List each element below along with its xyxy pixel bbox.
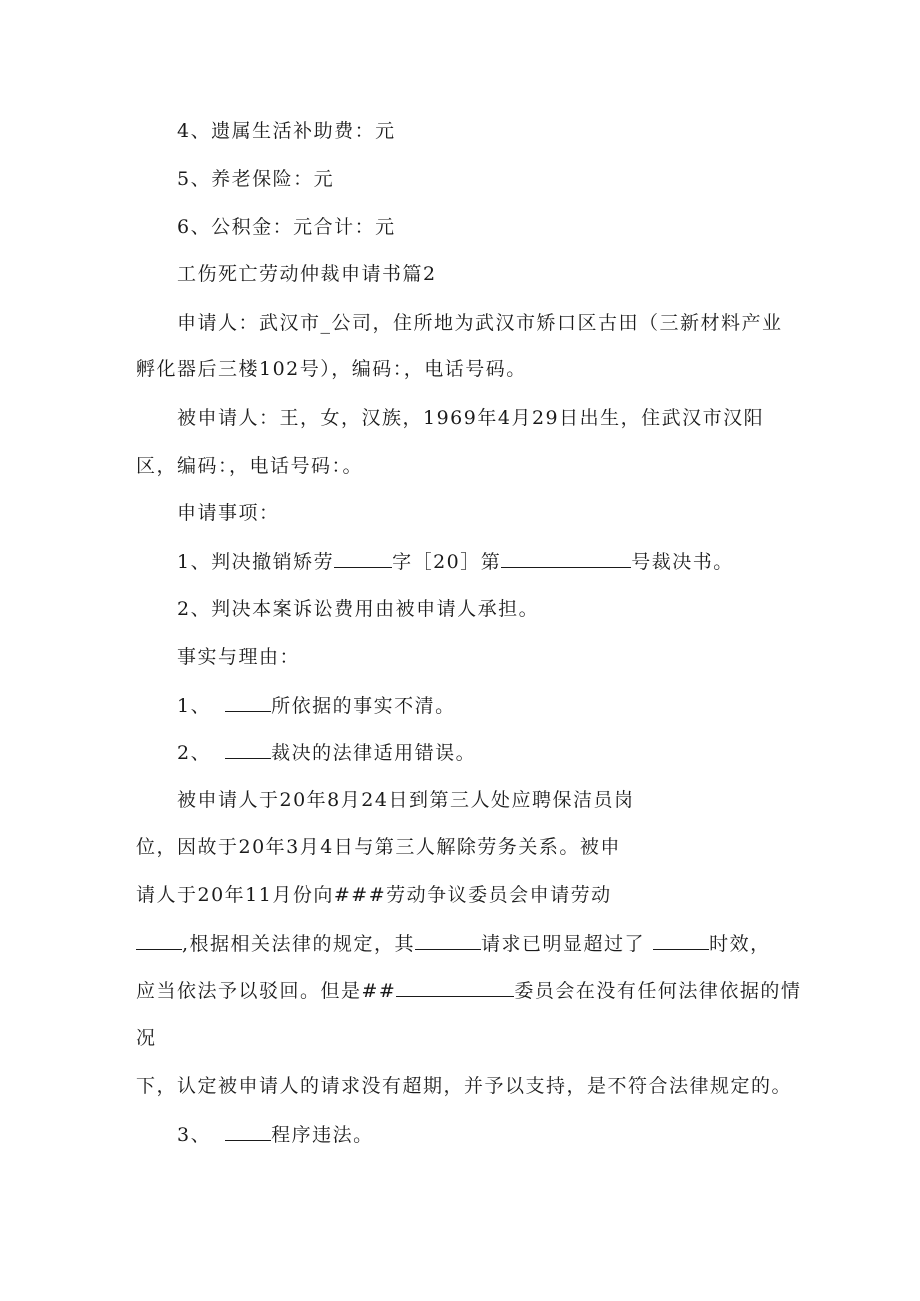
respondent-line-1: 被申请人：王，女，汉族，1969年4月29日出生，住武汉市汉阳 xyxy=(177,407,765,429)
fact-item-3-number: 3、 xyxy=(177,1124,212,1146)
facts-paragraph-line-3: 请人于20年11月份向###劳动争议委员会申请劳动 xyxy=(136,884,612,906)
facts-paragraph-line-4-part-c: 时效， xyxy=(709,933,771,955)
claim-item-2: 2、判决本案诉讼费用由被申请人承担。 xyxy=(177,598,540,620)
applicant-line-1: 申请人：武汉市_公司，住所地为武汉市矫口区古田（三新材料产业 xyxy=(177,312,783,334)
facts-paragraph-line-6: 况 xyxy=(136,1027,157,1049)
facts-paragraph-line-2: 位，因故于20年3月4日与第三人解除劳务关系。被申 xyxy=(136,836,621,858)
blank-field xyxy=(334,549,392,568)
section-title: 工伤死亡劳动仲裁申请书篇2 xyxy=(177,263,437,285)
claims-heading: 申请事项： xyxy=(177,502,280,524)
fact-item-3-text: 程序违法。 xyxy=(271,1124,374,1146)
line-6-housing-fund: 6、公积金：元合计：元 xyxy=(177,216,396,238)
fact-item-2-text: 裁决的法律适用错误。 xyxy=(271,742,477,764)
claim-item-1-part-c: 号裁决书。 xyxy=(631,551,734,573)
claim-item-1-part-b: 字［20］第 xyxy=(392,551,502,573)
blank-field xyxy=(415,931,481,950)
blank-field xyxy=(653,931,709,950)
blank-field xyxy=(396,978,514,997)
fact-item-1-number: 1、 xyxy=(177,695,212,717)
applicant-line-2: 孵化器后三楼102号），编码：，电话号码。 xyxy=(136,358,527,380)
blank-field xyxy=(225,740,271,759)
blank-field xyxy=(136,931,182,950)
line-5-pension-insurance: 5、养老保险：元 xyxy=(177,168,335,190)
facts-paragraph-line-4-part-b: 请求已明显超过了 xyxy=(481,933,646,955)
facts-paragraph-line-5 xyxy=(136,978,801,1003)
facts-paragraph-line-5-part-b: 委员会在没有任何法律依据的情 xyxy=(514,980,802,1002)
fact-item-3 xyxy=(177,1122,374,1147)
claim-item-1 xyxy=(177,549,734,574)
blank-field xyxy=(225,693,271,712)
facts-paragraph-line-4 xyxy=(136,931,771,956)
fact-item-1 xyxy=(177,693,456,718)
line-4-survivor-allowance: 4、遗属生活补助费：元 xyxy=(177,120,396,142)
fact-item-2 xyxy=(177,740,476,765)
fact-item-2-number: 2、 xyxy=(177,742,212,764)
facts-paragraph-line-4-part-a: ,根据相关法律的规定，其 xyxy=(182,933,416,955)
facts-paragraph-line-1: 被申请人于20年8月24日到第三人处应聘保洁员岗 xyxy=(177,789,635,811)
fact-item-1-text: 所依据的事实不清。 xyxy=(271,695,456,717)
respondent-line-2: 区，编码：，电话号码：。 xyxy=(136,455,364,477)
claim-item-1-part-a: 1、判决撤销矫劳 xyxy=(177,551,335,573)
facts-paragraph-line-7: 下，认定被申请人的请求没有超期，并予以支持，是不符合法律规定的。 xyxy=(136,1075,793,1097)
blank-field xyxy=(225,1122,271,1141)
blank-field xyxy=(501,549,631,568)
facts-paragraph-line-5-part-a: 应当依法予以驳回。但是## xyxy=(136,980,397,1002)
facts-heading: 事实与理由： xyxy=(177,646,301,668)
